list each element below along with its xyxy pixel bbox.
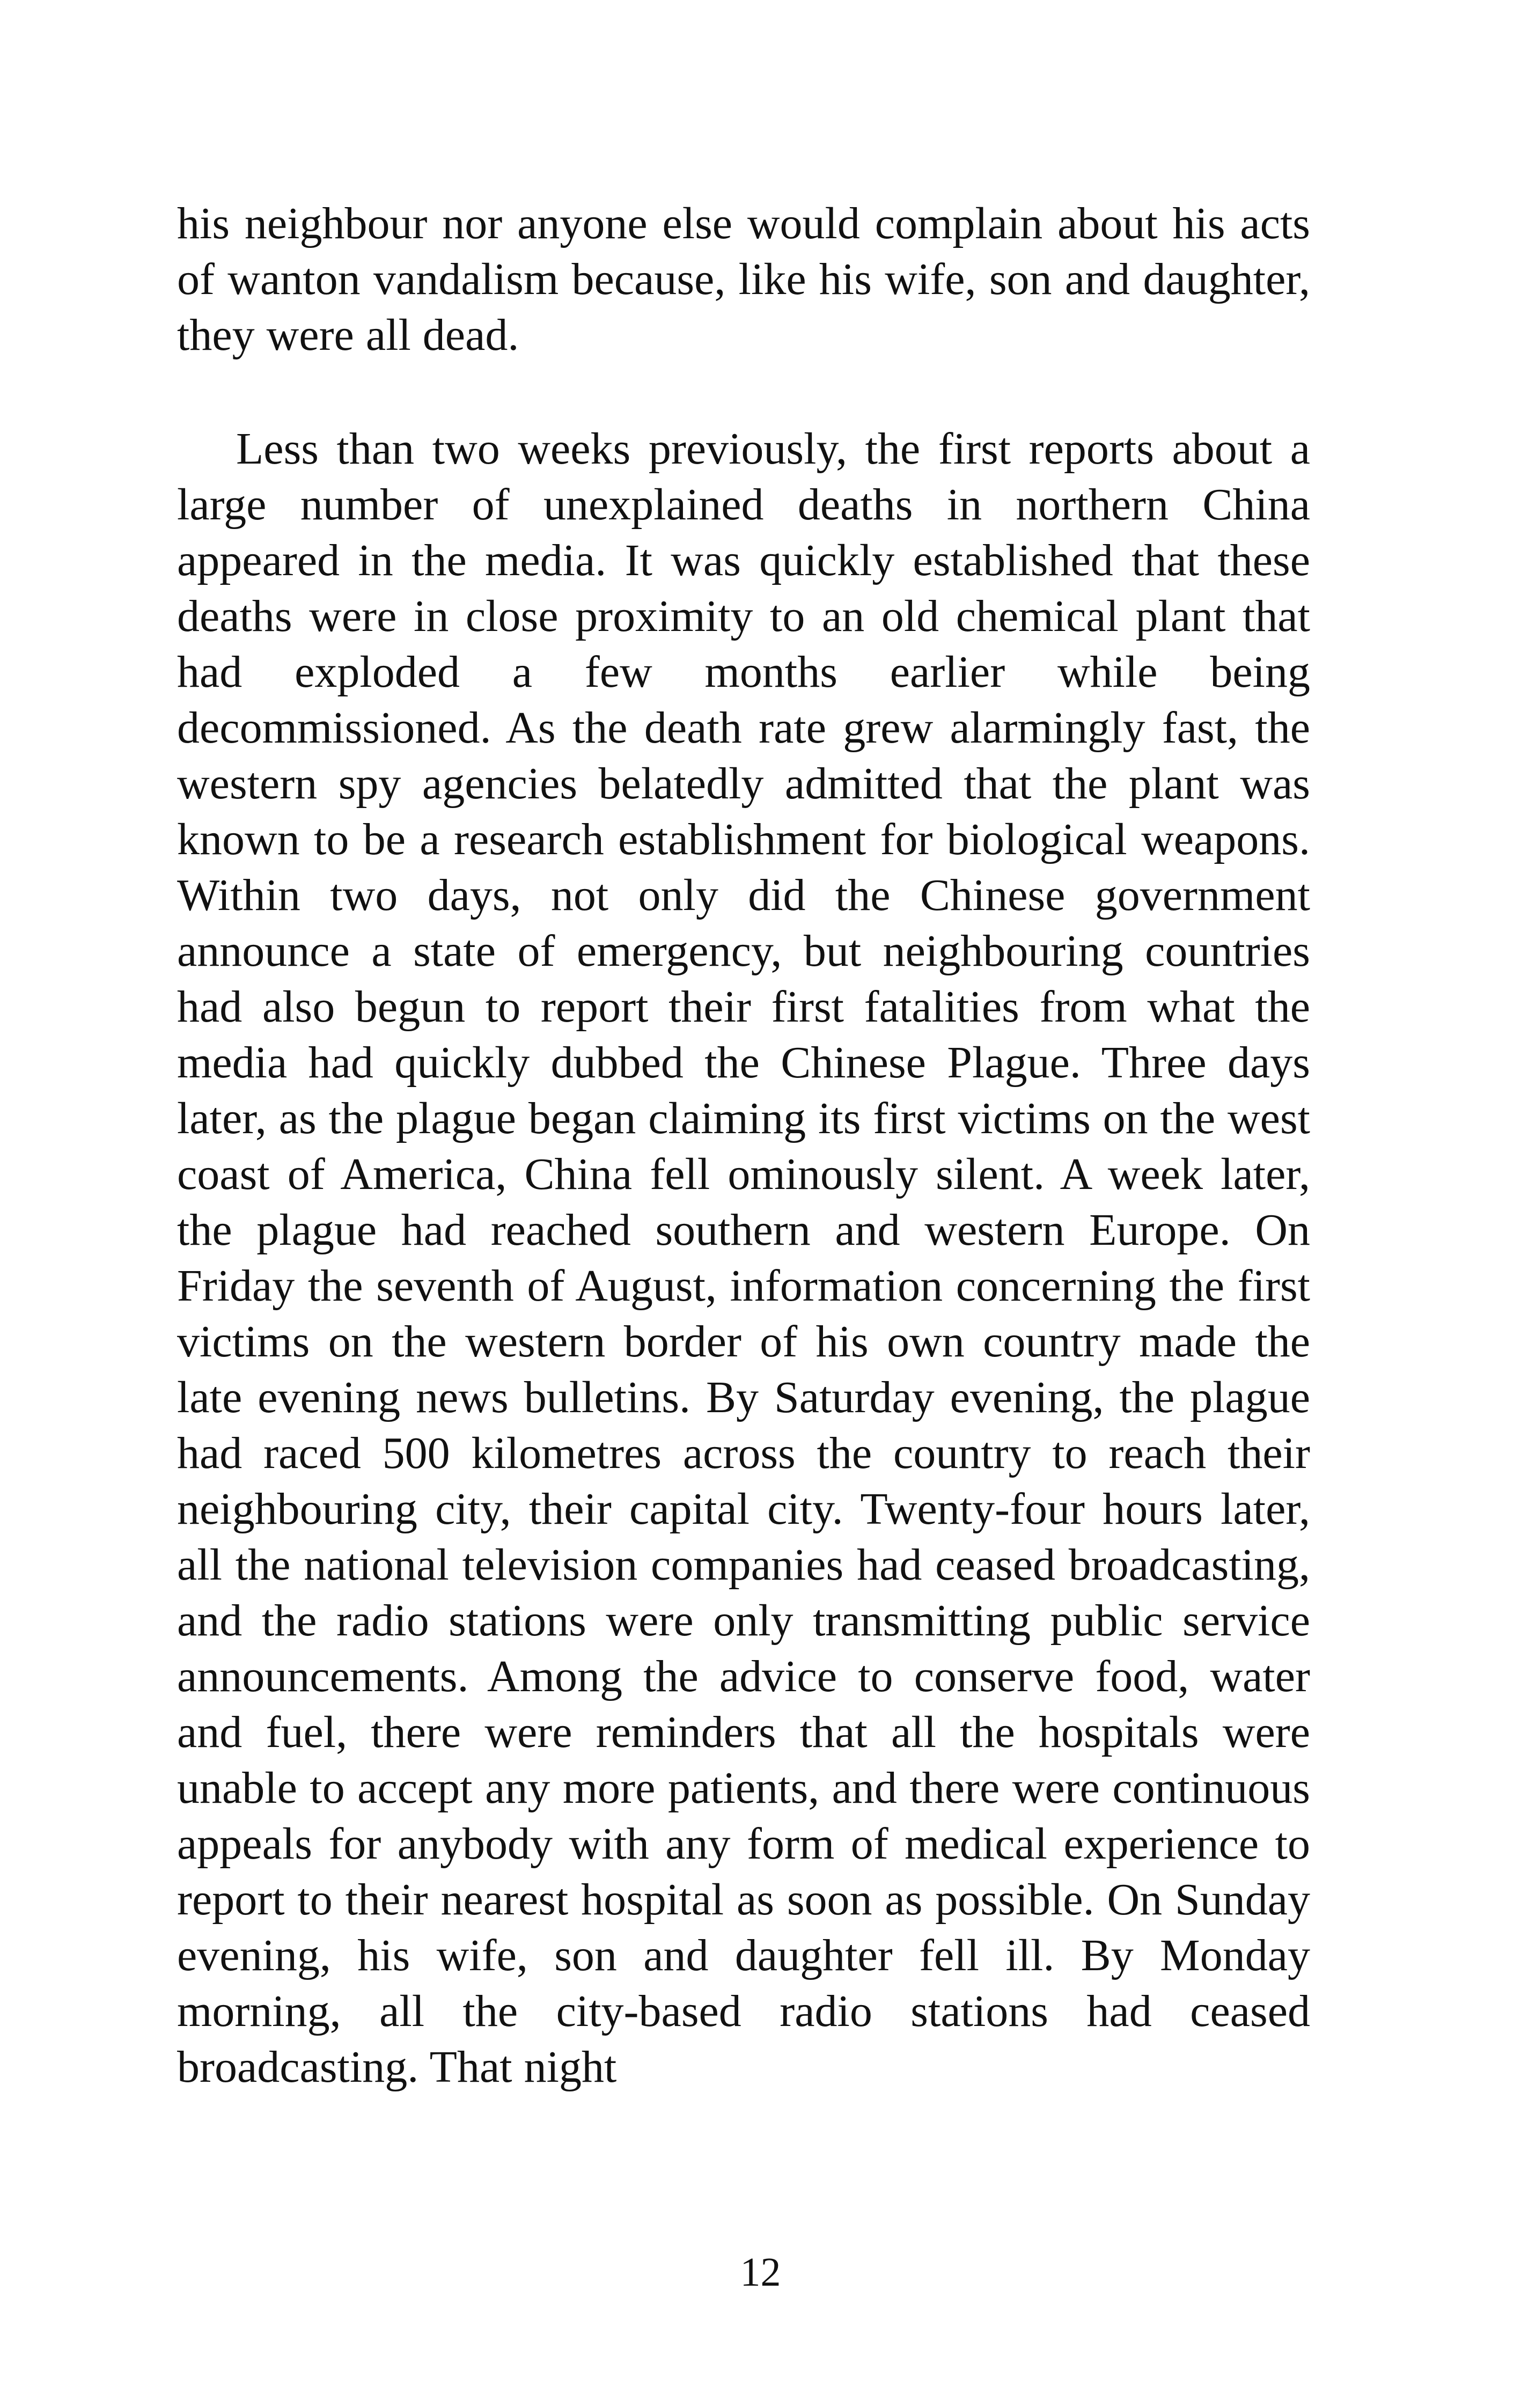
page-number: 12	[740, 2250, 781, 2295]
page-body	[177, 196, 1310, 2095]
paragraph-plague-history: Less than two weeks previously, the first reports about a large number of unexplained deaths in northern China appeared in the media. It was quickly established that these deaths were in close proximity to an old chemical plant that had exploded a few months earlier while being decommissioned. As the death rate grew alarmingly fast, the western spy agencies belatedly admitted that the plant was known to be a research establishment for biological weapons. Within two days, not only did the Chinese government announce a state of emergency, but neighbouring countries had also begun to report their first fatalities from what the media had quickly dubbed the Chinese Plague. Three days later, as the plague began claiming its first victims on the west coast of America, China fell ominously silent. A week later, the plague had reached southern and western Europe. On Friday the seventh of August, information concerning the first victims on the western border of his own country made the late evening news bulletins. By Saturday evening, the plague had raced 500 kilometres across the country to reach their neighbouring city, their capital city. Twenty-four hours later, all the national television companies had ceased broadcasting, and the radio stations were only transmitting public service announcements. Among the advice to conserve food, water and fuel, there were reminders that all the hospitals were unable to accept any more patients, and there were continuous appeals for anybody with any form of medical experience to report to their nearest hospital as soon as possible. On Sunday evening, his wife, son and daughter fell ill. By Monday morning, all the city-based radio stations had ceased broadcasting. That night	[177, 424, 1310, 2092]
paragraph-continuation: his neighbour nor anyone else would complain about his acts of wanton vandalism because, like his wife, son and daughter, they were all dead.	[177, 199, 1310, 360]
